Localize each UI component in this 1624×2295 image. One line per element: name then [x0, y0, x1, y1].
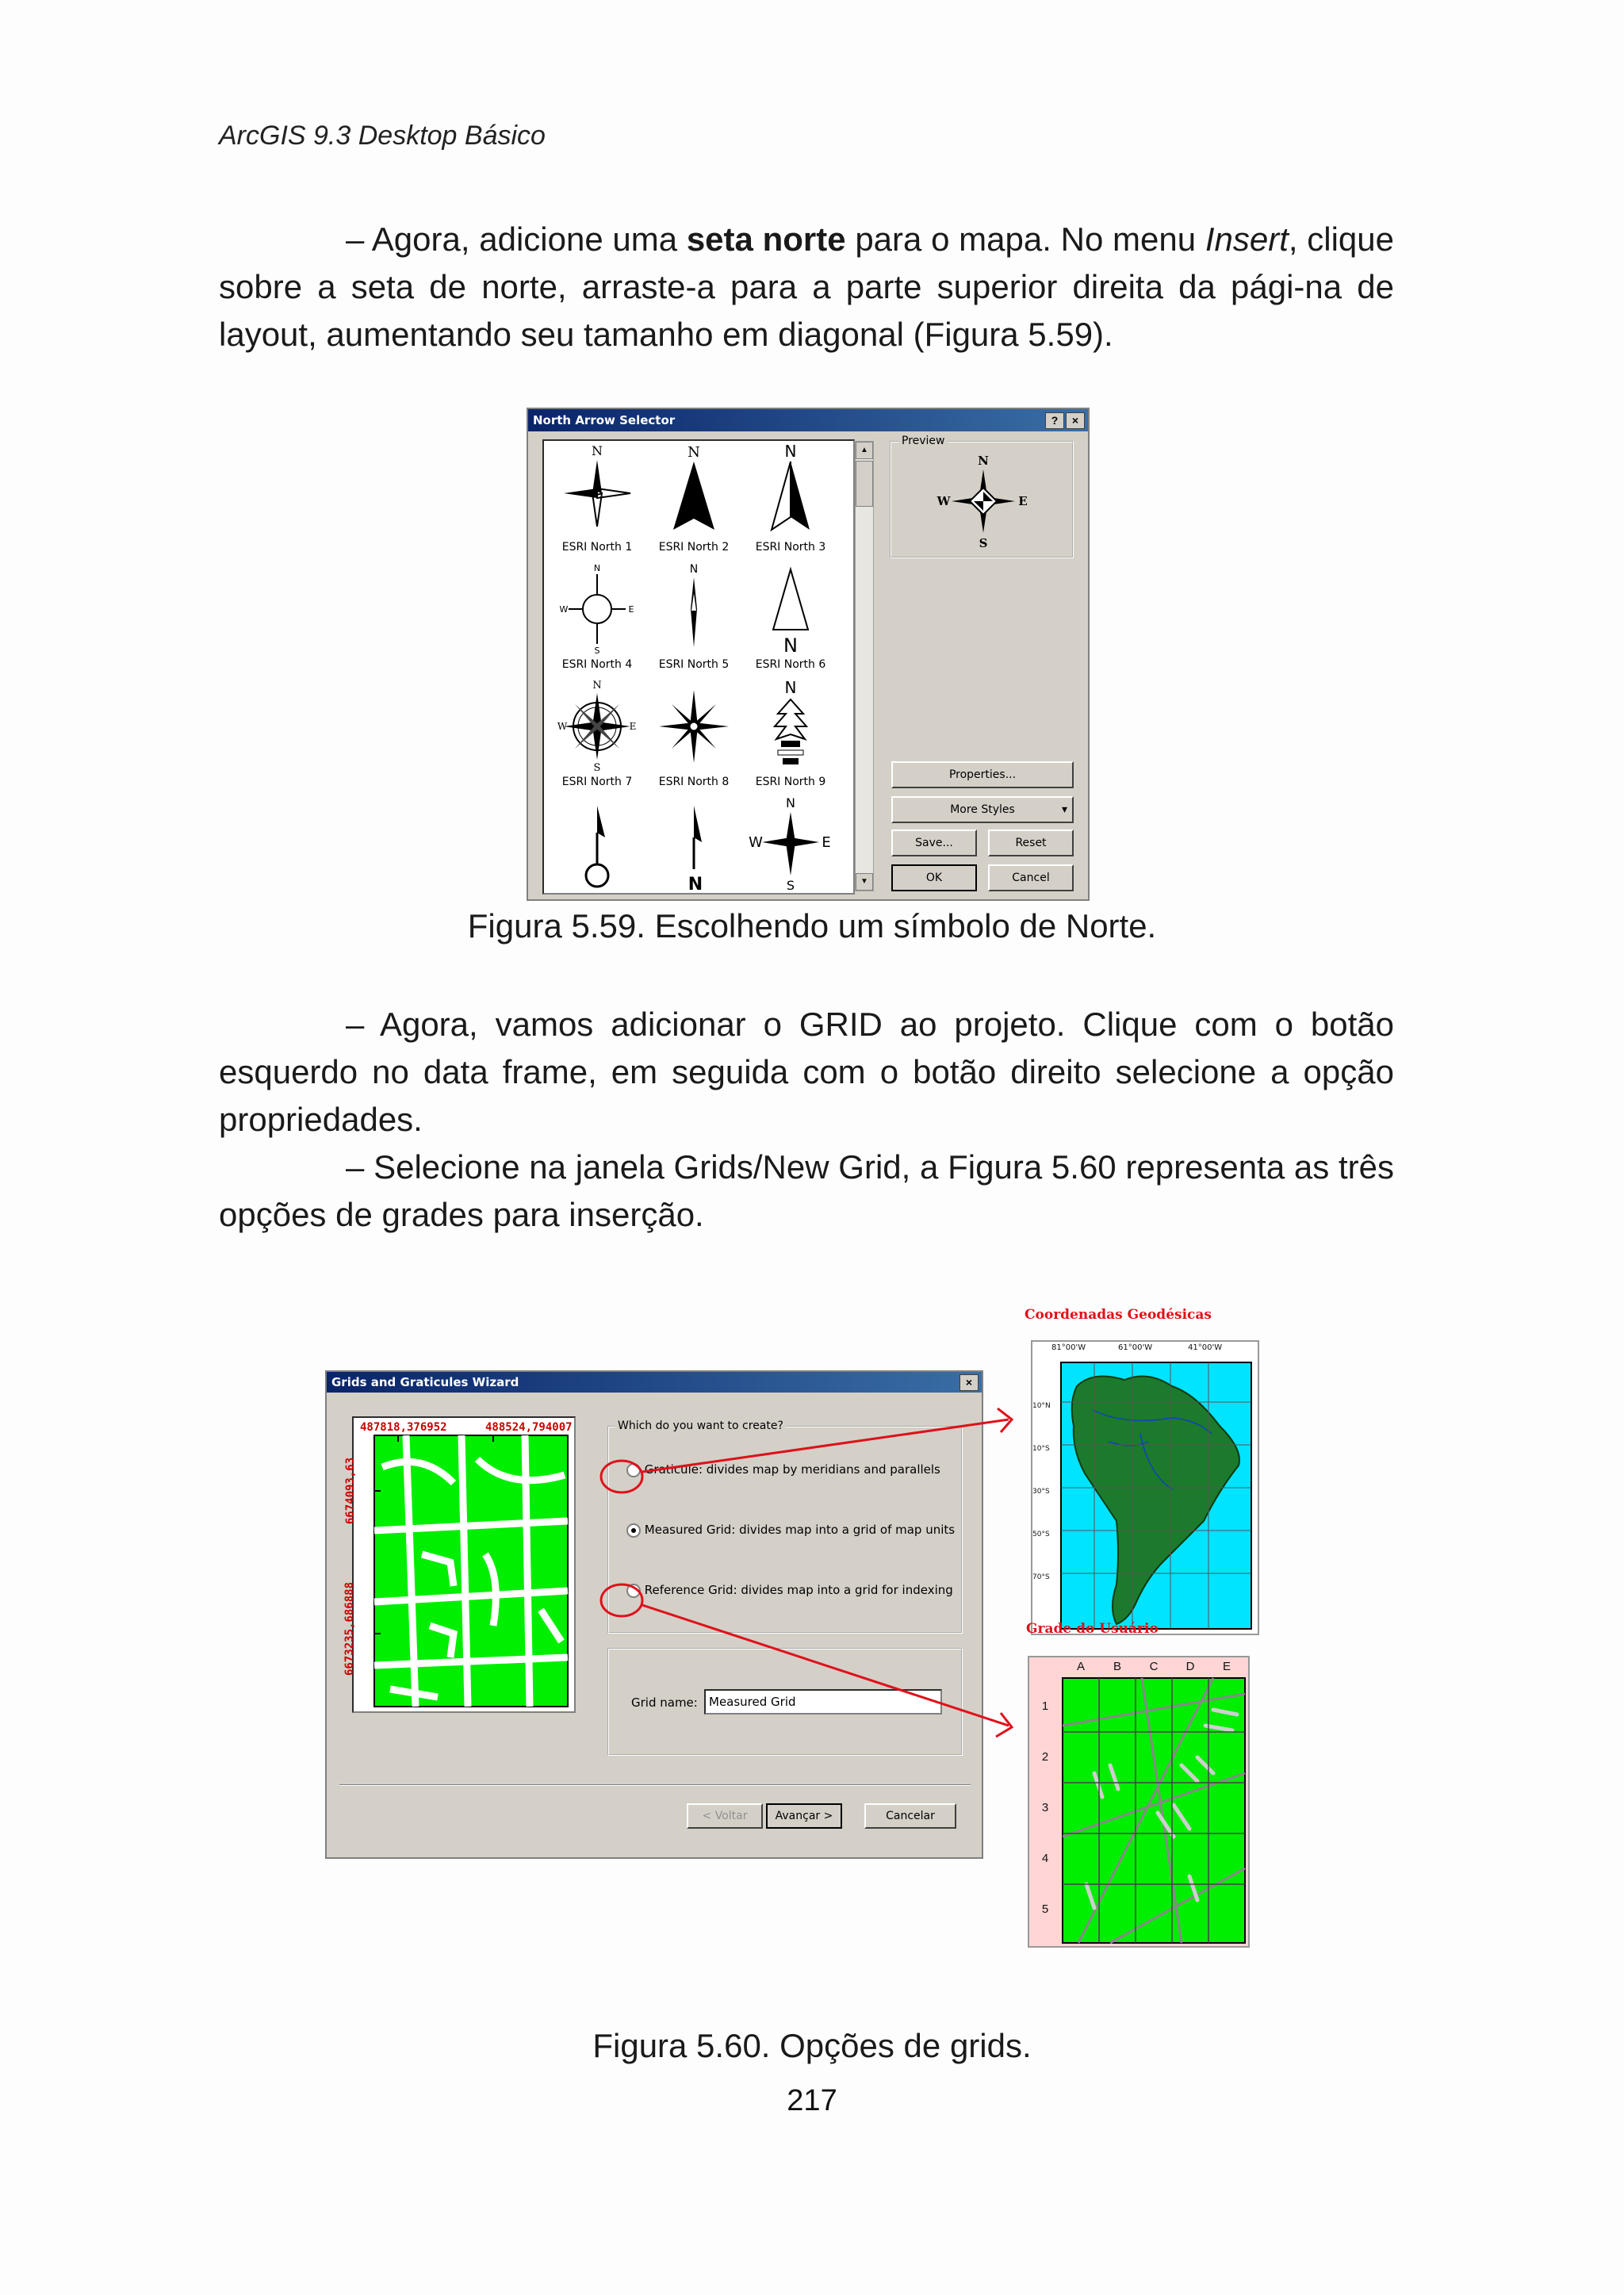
- grid-name-label: Grid name:: [631, 1695, 698, 1710]
- svg-text:W: W: [936, 494, 951, 508]
- figure-5-59-caption: Figura 5.59. Escolhendo um símbolo de Norte.: [467, 907, 1157, 944]
- arrow-item-7[interactable]: N W E S ESRI North 7: [557, 680, 637, 788]
- arrow-item-3[interactable]: N ESRI North 3: [742, 444, 839, 563]
- paragraph-3: – Selecione na janela Grids/New Grid, a Figura 5.60 representa as três opções de grades para inserção.: [219, 1148, 1394, 1233]
- coord-left-top: 6674093,63: [344, 1457, 358, 1525]
- arrow-item-5[interactable]: N ESRI North 5: [645, 561, 742, 680]
- option-graticule[interactable]: Graticule: divides map by meridians and parallels: [626, 1462, 940, 1477]
- row-1: 1: [1041, 1699, 1049, 1713]
- svg-text:N: N: [783, 634, 798, 657]
- row-3: 3: [1041, 1801, 1049, 1814]
- col-a: A: [1076, 1660, 1085, 1673]
- svg-text:N: N: [688, 444, 700, 461]
- svg-text:S: S: [786, 878, 795, 893]
- wizard-cancel-button[interactable]: Cancelar: [864, 1803, 956, 1829]
- svg-text:N: N: [593, 563, 601, 573]
- col-b: B: [1113, 1660, 1121, 1673]
- svg-text:S: S: [979, 536, 988, 550]
- ok-button[interactable]: OK: [891, 864, 977, 891]
- svg-text:E: E: [1018, 494, 1028, 508]
- svg-text:E: E: [629, 721, 637, 732]
- figure-5-60-caption: Figura 5.60. Opções de grids.: [592, 2027, 1032, 2064]
- page-number: 217: [787, 2084, 837, 2117]
- more-styles-button[interactable]: More Styles ▾: [891, 796, 1074, 823]
- svg-text:N: N: [786, 795, 795, 810]
- para1-mid: para o mapa. No menu: [855, 220, 1197, 258]
- user-grid-map: [1028, 1656, 1250, 1948]
- row-4: 4: [1041, 1852, 1049, 1865]
- create-options-label: Which do you want to create?: [615, 1420, 786, 1432]
- svg-text:N: N: [689, 563, 699, 576]
- cancel-button[interactable]: Cancel: [988, 864, 1074, 891]
- back-button[interactable]: < Voltar: [687, 1803, 763, 1829]
- svg-text:N: N: [978, 454, 989, 468]
- svg-text:N: N: [688, 875, 703, 895]
- user-grid-street-map: [1063, 1678, 1245, 1943]
- reference-highlight-circle: [601, 1584, 642, 1616]
- geodesic-title: Coordenadas Geodésicas: [1025, 1307, 1212, 1323]
- row-5: 5: [1041, 1902, 1049, 1916]
- scroll-down-icon[interactable]: ▼: [856, 873, 873, 891]
- svg-text:N: N: [784, 442, 797, 461]
- arrow-item-8[interactable]: ESRI North 8: [645, 679, 742, 798]
- wizard-title: Grids and Graticules Wizard: [327, 1372, 982, 1393]
- preview-label: Preview: [899, 435, 948, 447]
- svg-text:N: N: [784, 678, 797, 697]
- option-measured[interactable]: Measured Grid: divides map into a grid of map units: [626, 1523, 955, 1538]
- para1-post: , clique sobre a seta de norte, arraste-a para a parte superior direita da pági-na de layout, aumentando seu tamanho em diagonal (Figura 5.59).: [219, 220, 1394, 353]
- south-america-map: [1061, 1362, 1251, 1629]
- option-reference[interactable]: Reference Grid: divides map into a grid for indexing: [626, 1583, 953, 1598]
- geo-tick-top-3: 41°00'W: [1188, 1343, 1223, 1352]
- svg-text:S: S: [593, 762, 601, 774]
- svg-text:W: W: [749, 834, 763, 851]
- save-button[interactable]: Save...: [891, 829, 977, 856]
- geo-tick-left-2: 10°S: [1032, 1445, 1050, 1453]
- para1-italic: Insert: [1205, 220, 1289, 258]
- dialog-title: North Arrow Selector: [528, 409, 1088, 431]
- geo-tick-left-5: 70°S: [1032, 1573, 1050, 1581]
- scroll-up-icon[interactable]: ▲: [856, 442, 873, 459]
- svg-text:N: N: [592, 443, 603, 458]
- next-button[interactable]: Avançar >: [766, 1803, 842, 1829]
- col-c: C: [1149, 1660, 1159, 1673]
- para1-bold: seta norte: [686, 220, 846, 258]
- svg-text:W: W: [559, 604, 569, 615]
- svg-text:W: W: [557, 721, 568, 732]
- arrow-item-1[interactable]: N ESRI North 1: [549, 444, 645, 563]
- col-e: E: [1222, 1660, 1231, 1673]
- geodesic-map: [1031, 1340, 1259, 1635]
- grid-name-input[interactable]: Measured Grid: [704, 1689, 942, 1715]
- user-grid-title: Grade do Usuário: [1026, 1621, 1159, 1637]
- paragraph-2: – Agora, vamos adicionar o GRID ao projeto. Clique com o botão esquerdo no data frame, em seguida com o botão direito selecione a opção propriedades.: [219, 1006, 1394, 1138]
- arrow-to-geodesic: [642, 1420, 1009, 1472]
- coord-top-left: 487818,376952: [360, 1421, 447, 1434]
- svg-text:E: E: [628, 604, 634, 615]
- coord-top-right: 488524,794007: [485, 1421, 573, 1434]
- coord-left-bottom: 6673235,686888: [343, 1581, 357, 1676]
- dropdown-arrow-icon: ▾: [1061, 803, 1067, 816]
- geo-tick-top-2: 61°00'W: [1118, 1343, 1153, 1352]
- reset-button[interactable]: Reset: [988, 829, 1074, 856]
- geo-tick-left-1: 10°N: [1032, 1402, 1051, 1410]
- arrow-item-6[interactable]: N ESRI North 6: [742, 561, 839, 680]
- graticule-highlight-circle: [601, 1461, 642, 1492]
- properties-button[interactable]: Properties...: [891, 761, 1074, 788]
- arrow-item-2[interactable]: N ESRI North 2: [645, 444, 742, 563]
- wizard-close-button[interactable]: ×: [959, 1374, 979, 1391]
- help-button[interactable]: ?: [1045, 412, 1064, 429]
- geo-tick-top-1: 81°00'W: [1051, 1343, 1086, 1352]
- svg-text:S: S: [594, 646, 600, 656]
- col-d: D: [1185, 1660, 1195, 1673]
- para1-pre: – Agora, adicione uma: [346, 220, 678, 258]
- close-button[interactable]: ×: [1066, 412, 1085, 429]
- svg-text:N: N: [592, 680, 602, 692]
- arrow-to-user-grid: [642, 1605, 1009, 1726]
- arrow-item-4[interactable]: N W E S ESRI North 4: [549, 561, 645, 680]
- running-head: ArcGIS 9.3 Desktop Básico: [219, 121, 546, 151]
- row-2: 2: [1041, 1750, 1049, 1764]
- svg-text:E: E: [822, 834, 831, 851]
- arrow-item-9[interactable]: N ESRI North 9: [742, 679, 839, 798]
- geo-tick-left-4: 50°S: [1032, 1531, 1050, 1538]
- geo-tick-left-3: 30°S: [1032, 1488, 1050, 1496]
